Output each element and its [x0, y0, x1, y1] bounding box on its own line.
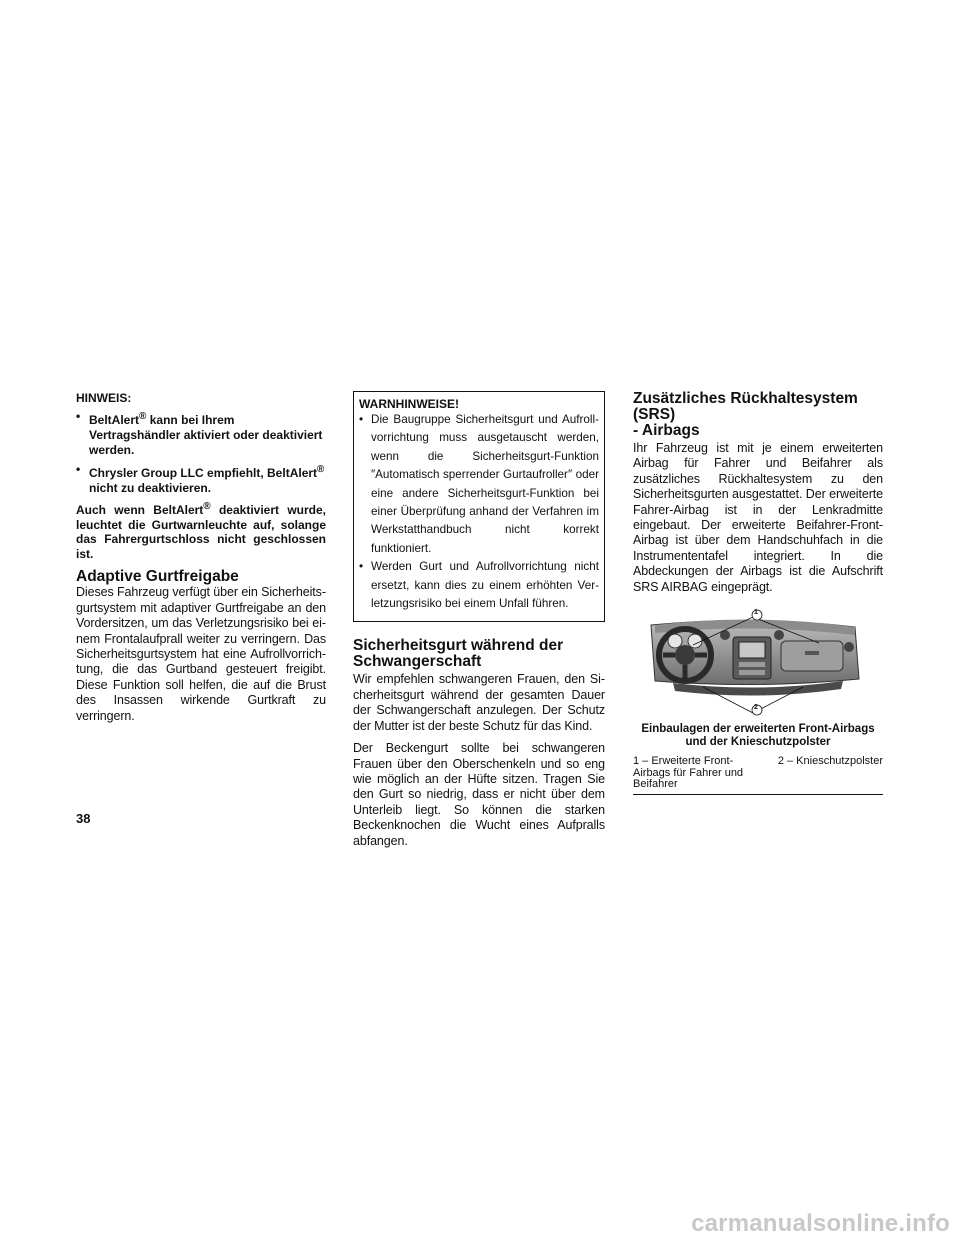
section-heading-pregnancy — [353, 638, 605, 670]
registered-mark: ® — [317, 464, 325, 475]
bullet-text: kann bei Ihrem Vertragshändler aktiviert oder deaktiviert werden. — [89, 413, 323, 457]
warning-list — [359, 411, 599, 613]
registered-mark: ® — [203, 501, 211, 512]
warning-title: WARNHINWEISE! — [359, 397, 459, 411]
figure-legend — [633, 756, 883, 795]
legend-item-1: 1 – Erweiterte Front-Airbags für Fahrer und Beifahrer — [633, 755, 744, 791]
watermark-text: carmanualsonline.info — [691, 1210, 950, 1237]
section-heading-adaptive: Adaptive Gurtfreigabe — [76, 568, 239, 586]
page-number: 38 — [76, 811, 91, 826]
column-right — [633, 391, 883, 795]
note-paragraph — [76, 500, 326, 561]
note-para-pre: Auch wenn BeltAlert — [76, 503, 204, 517]
legend-item-2: 2 – Knieschutzpolster — [777, 755, 883, 768]
note-bullet — [76, 409, 326, 458]
dashboard-illustration — [633, 607, 883, 717]
note-para-post: deaktiviert wurde, leuchtet die Gurtwarnleuchte auf, solange das Fahrergurtschloss nicht geschlossen ist. — [76, 503, 326, 561]
column-left — [76, 391, 326, 724]
section-heading-srs — [633, 391, 883, 439]
note-heading: HINWEIS: — [76, 391, 132, 405]
heading-line: Zusätzliches Rückhaltesystem (SRS) — [633, 390, 858, 423]
warning-box — [353, 391, 605, 622]
dashboard-drawing — [633, 607, 883, 717]
callout-label-1: 1 — [754, 609, 758, 617]
heading-line: - Airbags — [633, 422, 700, 439]
brand-name: BeltAlert — [89, 413, 140, 427]
bullet-text: nicht zu deaktivieren. — [89, 481, 212, 495]
brand-name: Chrysler Group LLC empfiehlt, BeltAlert — [89, 466, 318, 480]
pregnancy-paragraph-1: Wir empfehlen schwangeren Frauen, den Sicherheitsgurt während der gesamten Dauer der Schwangerschaft anzulegen. Der Schutz der Mutter ist der beste Schutz für das Kind. — [353, 672, 605, 733]
heading-line: Schwangerschaft — [353, 653, 482, 671]
srs-paragraph: Ihr Fahrzeug ist mit je einem erweiterten Airbag für Fahrer und Beifahrer als zusätzliches Rückhaltesystem zu den Sicherheitsgurten ausgestattet. Der erweiterte Fahrer-Airbag ist in der Lenkradmitte eingebaut. Der erweiterte Beifahrer-Front-Airbag ist über dem Handschuhfach in die Instrumententafel integriert. In die Abdeckungen der Airbags ist die Aufschrift SRS AIRBAG eingeprägt. — [633, 441, 883, 594]
note-bullet — [76, 462, 326, 496]
heading-line: Sicherheitsgurt während der — [353, 637, 564, 655]
column-middle — [353, 391, 605, 849]
note-bullet-list — [76, 409, 326, 496]
registered-mark: ® — [139, 411, 147, 422]
pregnancy-paragraph-2: Der Beckengurt sollte bei schwangeren Frauen über den Oberschenkeln und so eng wie möglich an der Hüfte sitzen. Tragen Sie den Gurt so niedrig, dass er nicht über dem Unterleib liegt. So können die starken Beckenknochen die Wucht eines Aufpralls abfangen. — [353, 741, 605, 848]
warning-item: • Die Baugruppe Sicherheitsgurt und Aufrollvorrichtung muss ausgetauscht werden, wenn die Sicherheitsgurt-Funktion ″Automatisch sperrender Gurtaufroller″ oder eine andere Sicherheitsgurt-Funktion bei einer Überprüfung anhand der Verfahren im Werkstatthandbuch nicht korrekt funktioniert. — [359, 411, 599, 558]
figure-caption: Einbaulagen der erweiterten Front-Airbags und der Knieschutzpolster — [641, 723, 875, 749]
callout-label-2: 2 — [754, 704, 758, 712]
warning-item: • Werden Gurt und Aufrollvorrichtung nicht ersetzt, kann dies zu einem erhöhten Verletzungsrisiko bei einem Unfall führen. — [359, 558, 599, 613]
adaptive-paragraph: Dieses Fahrzeug verfügt über ein Sicherheitsgurtsystem mit adaptiver Gurtfreigabe an den Vordersitzen, um das Verletzungsrisiko bei einem Frontalaufprall weiter zu verringern. Das Sicherheitsgurtsystem hat eine Aufrollvorrichtung, die das Gurtband gesteuert freigibt. Diese Funktion soll helfen, die auf die Brust des Insassen wirkende Gurtkraft zu verringern. — [76, 585, 326, 723]
